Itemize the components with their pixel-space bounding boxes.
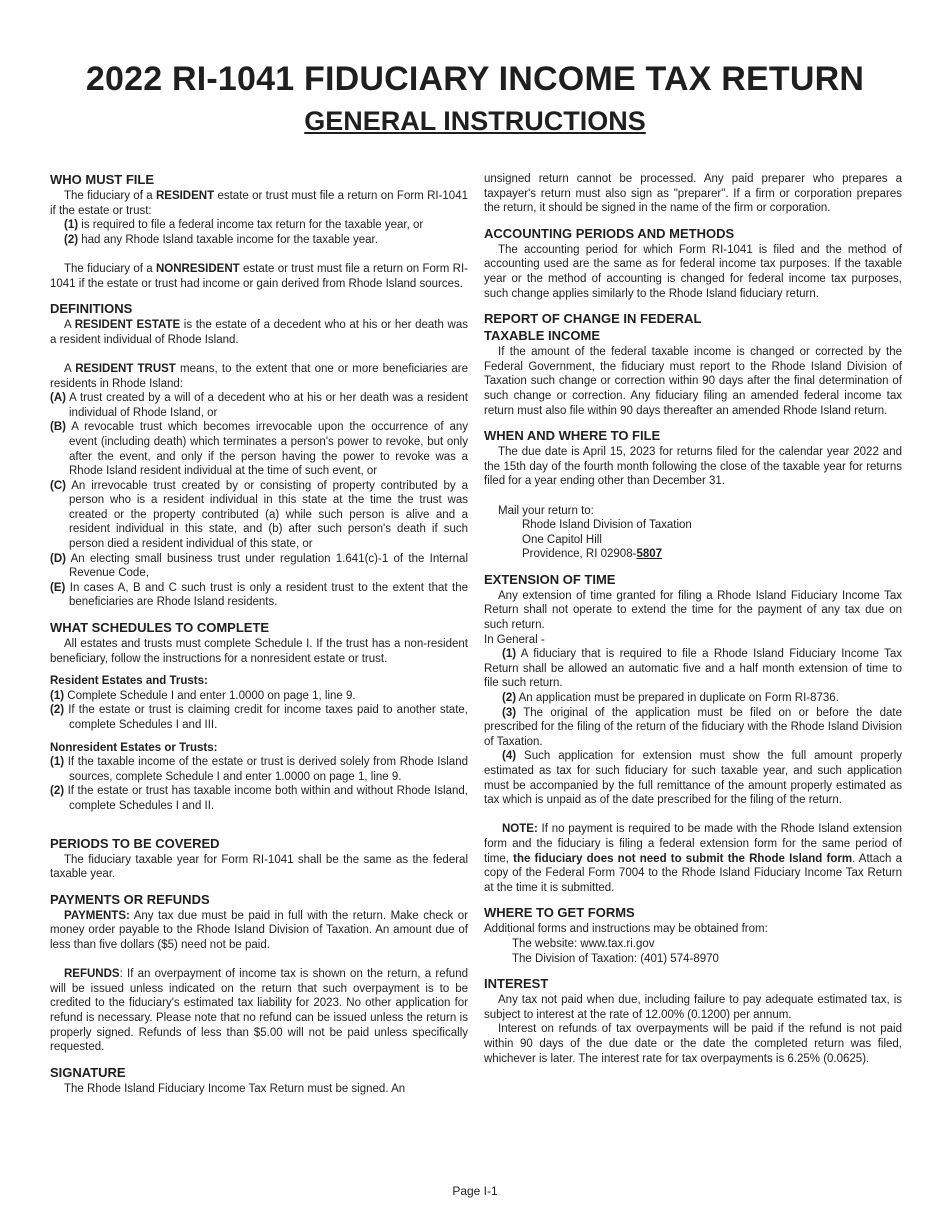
item-text: A trust created by a will of a decedent who at his or her death was a resident individual of Rhode Island, or xyxy=(65,392,468,419)
section-definitions xyxy=(50,301,468,610)
section-heading: ACCOUNTING PERIODS AND METHODS xyxy=(484,225,735,241)
item-number: (D) xyxy=(50,552,66,565)
label: PAYMENTS: xyxy=(64,909,130,922)
text: If no payment is required to be made with the Rhode Island extension form and the fiduciary is filing a federal extension form for the same period of time, xyxy=(484,823,902,865)
section-accounting xyxy=(484,226,902,301)
paragraph: All estates and trusts must complete Schedule I. If the trust has a non-resident beneficiary, follow the instructions for a nonresident estate or trust. xyxy=(50,638,468,665)
section-heading: TAXABLE INCOME xyxy=(484,328,601,344)
item-text: If the estate or trust is claiming credit for income taxes paid to another state, complete Schedules I and III. xyxy=(64,704,468,731)
section-signature xyxy=(50,1065,468,1097)
list-item xyxy=(50,784,468,813)
section-periods xyxy=(50,836,468,882)
item-number: (B) xyxy=(50,421,66,434)
text: A xyxy=(64,319,75,332)
right-column xyxy=(484,172,902,1076)
paragraph xyxy=(50,909,468,953)
list-item xyxy=(50,755,468,784)
emphasis: RESIDENT xyxy=(155,190,215,202)
section-interest xyxy=(484,976,902,1066)
list-item xyxy=(484,749,902,807)
text: estate or trust must file a return on Form RI-1041 if the estate or trust: xyxy=(50,190,468,217)
item-text: If the taxable income of the estate or trust is derived solely from Rhode Island sources, complete Schedule I and enter 1.0000 on page 1, line 9. xyxy=(64,756,468,783)
section-forms xyxy=(484,905,902,966)
item-number: (1) xyxy=(50,756,65,769)
list-item xyxy=(50,420,468,478)
section-heading: WHO MUST FILE xyxy=(50,172,154,187)
section-heading: INTEREST xyxy=(484,976,549,992)
note xyxy=(484,822,902,895)
item-number: (2) xyxy=(50,704,65,717)
item-number: (1) xyxy=(50,689,65,702)
paragraph: The accounting period for which Form RI-1041 is filed and the method of accounting used are the same as for federal income tax purposes. If the taxable year or the method of accounting is changed for federal income tax purposes, such change applies similarly to the Rhode Island fiduciary return. xyxy=(484,243,902,300)
mail-intro: Mail your return to: xyxy=(498,504,594,517)
emphasis: NONRESIDENT xyxy=(155,262,240,275)
item-number: (2) xyxy=(50,785,65,798)
text: estate or trust must file a return on Form RI-1041 if the estate or trust had income or gain derived from Rhode Island sources. xyxy=(50,262,468,290)
address-line: Rhode Island Division of Taxation xyxy=(522,519,692,532)
paragraph: The Rhode Island Fiduciary Income Tax Return must be signed. An xyxy=(64,1082,406,1095)
item-text: The original of the application must be filed on or before the date prescribed for the filing of the return of the fiduciary with the Rhode Island Division of Taxation. xyxy=(484,706,902,748)
list-item xyxy=(50,689,468,704)
left-column xyxy=(50,172,468,1106)
text: Any tax due must be paid in full with the return. Make check or money order payable to the Rhode Island Division of Taxation. An amount due of less than five dollars ($5) need not be paid. xyxy=(50,909,468,951)
text: The fiduciary of a xyxy=(64,190,156,202)
item-text: A revocable trust which becomes irrevocable upon the occurrence of any event (including death) which terminates a person's power to revoke, but only after the event, and only if the person having the power to revoke was a Rhode Island resident individual at the time of such event, or xyxy=(65,421,468,478)
paragraph: The fiduciary taxable year for Form RI-1041 shall be the same as the federal taxable year. xyxy=(50,853,468,881)
section-heading: SIGNATURE xyxy=(50,1064,126,1080)
text: . Attach a copy of the Federal Form 7004 to the Rhode Island Fiduciary Income Tax Return at the time it is submitted. xyxy=(484,852,902,894)
page-subtitle: GENERAL INSTRUCTIONS xyxy=(304,106,646,136)
list-item xyxy=(50,479,468,552)
emphasis: RESIDENT ESTATE xyxy=(74,319,181,332)
section-heading: WHERE TO GET FORMS xyxy=(484,905,635,921)
paragraph: Any tax not paid when due, including failure to pay adequate estimated tax, is subject to interest at the rate of 12.00% (0.1200) per annum. xyxy=(484,994,902,1021)
section-report-change xyxy=(484,311,902,418)
list-item xyxy=(50,233,468,248)
section-heading: PAYMENTS OR REFUNDS xyxy=(50,891,210,907)
phone-line: The Division of Taxation: (401) 574-8970 xyxy=(512,952,719,965)
text: The fiduciary of a xyxy=(64,262,156,275)
section-extension xyxy=(484,572,902,895)
list-item xyxy=(50,703,468,732)
item-text: is required to file a federal income tax return for the taxable year, or xyxy=(78,219,424,232)
list-item xyxy=(484,647,902,691)
item-number: (2) xyxy=(64,233,79,246)
section-schedules xyxy=(50,620,468,814)
text: : If an overpayment of income tax is shown on the return, a refund will be issued unless indicated on the return that such overpayment is to be credited to the fiduciary's estimated tax liability for 2023. No other application for refund is necessary. Please note that no refund can be issued unless the return is properly signed. Refunds of less than $5.00 will not be paid unless specifically requested. xyxy=(50,968,468,1054)
emphasis: the fiduciary does not need to submit the Rhode Island form xyxy=(513,852,853,865)
section-heading: EXTENSION OF TIME xyxy=(484,571,616,587)
item-number: (C) xyxy=(50,479,66,492)
paragraph xyxy=(50,262,468,291)
section-payments xyxy=(50,892,468,1055)
section-heading: PERIODS TO BE COVERED xyxy=(50,835,220,851)
list-item xyxy=(484,691,902,706)
list-item xyxy=(50,218,468,233)
section-heading: WHAT SCHEDULES TO COMPLETE xyxy=(50,620,270,636)
paragraph: Any extension of time granted for filing a Rhode Island Fiduciary Income Tax Return shall not operate to extend the time for the payment of any tax due on such return. xyxy=(484,589,902,632)
address-line: One Capitol Hill xyxy=(522,533,602,546)
address-city: Providence, RI 02908- xyxy=(522,548,637,561)
item-text: In cases A, B and C such trust is only a resident trust to the extent that the beneficiaries are Rhode Island residents. xyxy=(65,581,468,609)
item-number: (1) xyxy=(502,648,517,661)
zip-extension: 5807 xyxy=(636,548,663,561)
paragraph: If the amount of the federal taxable income is changed or corrected by the Federal Government, the fiduciary must report to the Rhode Island Division of Taxation such change or correction within 90 days after the final determination of such change or correction. Any fiduciary filing an amended federal income tax return must also file within 90 days thereafter an amended Rhode Island return. xyxy=(484,346,902,417)
item-number: (A) xyxy=(50,392,66,405)
list-item xyxy=(50,391,468,420)
section-heading: DEFINITIONS xyxy=(50,301,133,317)
paragraph: Additional forms and instructions may be obtained from: xyxy=(484,923,768,936)
address-line xyxy=(484,547,902,562)
label: REFUNDS xyxy=(64,968,120,981)
page-number: Page I-1 xyxy=(452,1184,498,1198)
item-number: (E) xyxy=(50,581,66,594)
section-heading: REPORT OF CHANGE IN FEDERAL xyxy=(484,311,702,327)
paragraph xyxy=(50,318,468,347)
text: is the estate of a decedent who at his or her death was a resident individual of Rhode Island. xyxy=(50,319,468,346)
list-item xyxy=(484,706,902,750)
paragraph xyxy=(50,362,468,391)
item-text: Such application for extension must show the full amount properly estimated as tax for such fiduciary for such taxable year, and such application must be accompanied by the full remittance of the amount properly estimated as tax which is unpaid as of the date prescribed for the filing of the return. xyxy=(484,750,902,807)
item-number: (4) xyxy=(502,750,517,763)
list-item xyxy=(50,581,468,610)
website-line: The website: www.tax.ri.gov xyxy=(512,937,655,950)
item-text: If the estate or trust has taxable income both within and without Rhode Island, complete Schedules I and II. xyxy=(64,785,468,812)
subheading: Nonresident Estates or Trusts: xyxy=(50,741,218,754)
paragraph xyxy=(50,189,468,218)
paragraph: Interest on refunds of tax overpayments will be paid if the refund is not paid within 90 days of the due date or the date the completed return was filed, whichever is later. The interest rate for tax overpayments is 6.25% (0.0625). xyxy=(484,1023,902,1065)
item-text: Complete Schedule I and enter 1.0000 on page 1, line 9. xyxy=(64,689,356,702)
note-label: NOTE: xyxy=(502,823,538,836)
item-text: A fiduciary that is required to file a Rhode Island Fiduciary Income Tax Return shall be allowed an automatic five and a half month extension of time to file such return. xyxy=(484,648,902,690)
paragraph: unsigned return cannot be processed. Any paid preparer who prepares a taxpayer's return must also sign as "preparer". If a firm or corporation prepares the return, it should be signed in the name of the firm or corporation. xyxy=(484,173,902,215)
page-title: 2022 RI-1041 FIDUCIARY INCOME TAX RETURN xyxy=(85,60,865,98)
list-item xyxy=(50,552,468,581)
item-number: (2) xyxy=(502,692,517,705)
section-heading: WHEN AND WHERE TO FILE xyxy=(484,428,661,444)
item-text: An irrevocable trust created by or consisting of property contributed by a person who is a resident individual in this state at the time the trust was created or the property contributed (a) while such person is alive and a resident individual in this state, and (b) after such person's death if such person died a resident individual of this state, or xyxy=(65,479,468,551)
emphasis: RESIDENT TRUST xyxy=(75,362,176,375)
item-text: An application must be prepared in duplicate on Form RI-8736. xyxy=(516,692,839,705)
item-number: (1) xyxy=(64,219,79,232)
paragraph xyxy=(50,967,468,1055)
section-when-where xyxy=(484,428,902,562)
item-text: An electing small business trust under regulation 1.641(c)-1 of the Internal Revenue Code, xyxy=(65,552,468,580)
item-text: had any Rhode Island taxable income for the taxable year. xyxy=(78,233,378,246)
section-signature-continued xyxy=(484,172,902,216)
paragraph: In General - xyxy=(484,633,545,646)
section-who-must-file xyxy=(50,172,468,291)
subheading: Resident Estates and Trusts: xyxy=(50,675,208,688)
item-number: (3) xyxy=(502,706,517,719)
text: A xyxy=(64,362,76,375)
paragraph: The due date is April 15, 2023 for returns filed for the calendar year 2022 and the 15th day of the fourth month following the close of the taxable year for returns filed for a year ending other than December 31. xyxy=(484,446,902,488)
text: means, to the extent that one or more beneficiaries are residents in Rhode Island: xyxy=(50,362,469,390)
